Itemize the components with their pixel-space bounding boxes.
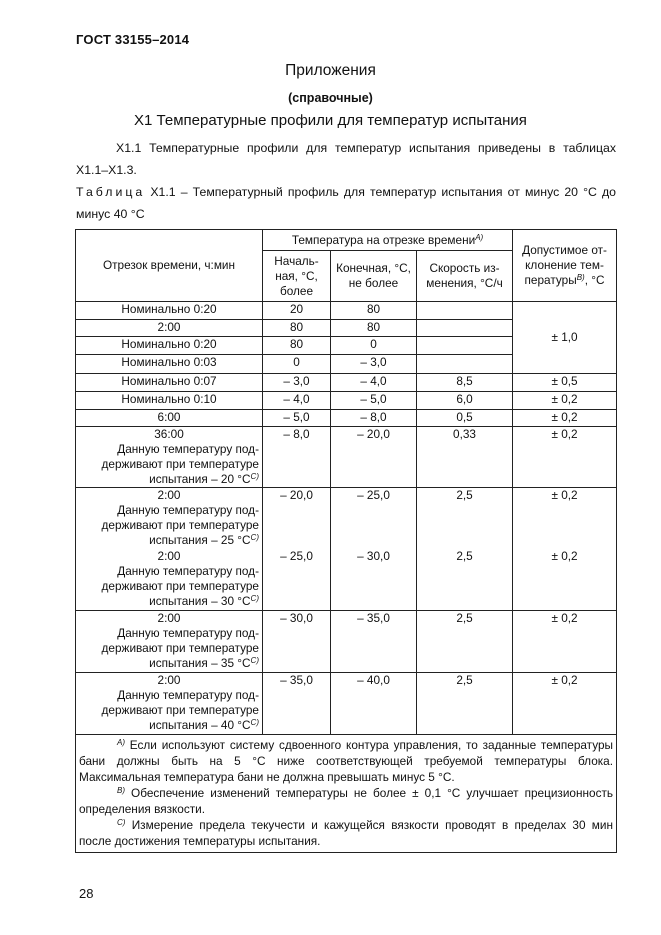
header-temperature-group-label: Температура на отрезке времени: [291, 232, 476, 247]
cell-tolerance: ± 0,2: [513, 611, 617, 673]
cell-final: 0: [331, 337, 417, 355]
cell-segment-long: [76, 427, 263, 488]
cell-tolerance: ± 0,2: [513, 427, 617, 488]
cell-initial: – 30,0: [263, 611, 331, 673]
cell-final: 80: [331, 302, 417, 320]
cell-initial: – 8,0: [263, 427, 331, 488]
cell-tolerance: ± 0,2: [513, 410, 617, 427]
cell-initial: – 25,0: [263, 549, 331, 611]
cell-final: – 40,0: [331, 673, 417, 735]
footnote-c-label: C): [117, 818, 126, 827]
cell-final: – 20,0: [331, 427, 417, 488]
cell-rate: 2,5: [417, 673, 513, 735]
table-row: [76, 392, 617, 410]
cell-initial: – 35,0: [263, 673, 331, 735]
cell-final: – 35,0: [331, 611, 417, 673]
appendix-title: Приложения: [285, 62, 376, 79]
footnote-ref-c: C): [250, 593, 259, 603]
table-notes-row: [76, 735, 617, 853]
cell-tolerance: ± 0,5: [513, 374, 617, 392]
cell-segment: 6:00: [76, 410, 263, 427]
cell-segment: Номинально 0:07: [76, 374, 263, 392]
cell-time: 2:00: [157, 488, 181, 502]
cell-initial: – 20,0: [263, 488, 331, 549]
cell-time: 2:00: [157, 673, 181, 687]
header-tolerance-label: Допустимое от-клонение тем-пературы: [522, 243, 607, 287]
temperature-profile-table: [75, 229, 617, 853]
cell-tolerance: ± 0,2: [513, 549, 617, 611]
cell-initial: – 3,0: [263, 374, 331, 392]
footnote-a: [79, 737, 613, 785]
cell-initial: 0: [263, 355, 331, 374]
table-row: [76, 673, 617, 735]
cell-tolerance: ± 0,2: [513, 673, 617, 735]
table-notes: [76, 735, 617, 853]
footnote-c-text: Измерение предела текучести и кажущейся вязкости проводят в пределах 30 мин после достижения температуры испытания.: [79, 818, 614, 848]
footnote-a-label: A): [117, 738, 125, 747]
cell-initial: – 4,0: [263, 392, 331, 410]
cell-rate: 0,5: [417, 410, 513, 427]
table-caption-prefix: Таблица: [76, 185, 146, 199]
cell-note-text: Данную температуру под-держивают при температуре испытания – 30 °С: [101, 563, 259, 608]
footnote-ref-c: C): [250, 533, 259, 542]
cell-tolerance: ± 0,2: [513, 392, 617, 410]
footnote-b-label: B): [117, 786, 125, 795]
cell-time: 2:00: [157, 611, 181, 625]
page-number: 28: [79, 886, 94, 901]
table-caption: [76, 181, 616, 225]
footnote-b: [79, 785, 613, 817]
cell-tolerance-merged: ± 1,0: [513, 302, 617, 374]
table-row: [76, 611, 617, 673]
cell-final: – 25,0: [331, 488, 417, 549]
table-row: [76, 488, 617, 549]
cell-final: – 3,0: [331, 355, 417, 374]
cell-note-text: Данную температуру под-держивают при температуре испытания – 20 °С: [101, 442, 259, 486]
cell-rate: 0,33: [417, 427, 513, 488]
cell-rate: 8,5: [417, 374, 513, 392]
section-heading: X1 Температурные профили для температур испытания: [134, 112, 527, 129]
cell-segment: Номинально 0:20: [76, 337, 263, 355]
intro-paragraph: X1.1 Температурные профили для температур испытания приведены в таблицах X1.1–X1.3.: [76, 141, 616, 177]
footnote-ref-c: C): [250, 718, 259, 727]
table-caption-text: X1.1 – Температурный профиль для температур испытания от минус 20 °С до минус 40 °С: [76, 185, 616, 221]
cell-note-text: Данную температуру под-держивают при температуре испытания – 25 °С: [101, 503, 259, 547]
cell-rate: [417, 337, 513, 355]
header-final: Конечная, °С, не более: [331, 251, 417, 302]
cell-segment: 2:00: [76, 320, 263, 337]
cell-segment-long: [76, 611, 263, 673]
cell-initial: – 5,0: [263, 410, 331, 427]
cell-rate: 2,5: [417, 549, 513, 611]
cell-rate: 2,5: [417, 611, 513, 673]
cell-segment-long: [76, 673, 263, 735]
table-row: [76, 410, 617, 427]
header-segment: Отрезок времени, ч:мин: [76, 230, 263, 302]
cell-segment-long: [76, 549, 263, 611]
footnote-b-text: Обеспечение изменений температуры не более ± 0,1 °С улучшает прецизионность определения вязкости.: [79, 786, 614, 816]
cell-final: – 5,0: [331, 392, 417, 410]
header-initial: Началь-ная, °С, более: [263, 251, 331, 302]
cell-initial: 80: [263, 337, 331, 355]
cell-rate: 6,0: [417, 392, 513, 410]
footnote-ref-c: C): [250, 656, 259, 665]
header-rate: Скорость из-менения, °С/ч: [417, 251, 513, 302]
cell-segment: Номинально 0:20: [76, 302, 263, 320]
header-tolerance: [513, 230, 617, 302]
standard-number: ГОСТ 33155–2014: [76, 32, 190, 47]
cell-time: 2:00: [157, 548, 181, 563]
cell-final: – 8,0: [331, 410, 417, 427]
table-row: [76, 427, 617, 488]
cell-rate: 2,5: [417, 488, 513, 549]
footnote-ref-b: B): [576, 273, 585, 282]
cell-initial: 80: [263, 320, 331, 337]
footnote-c: [79, 817, 613, 849]
cell-note-text: Данную температуру под-держивают при температуре испытания – 35 °С: [101, 626, 259, 670]
cell-rate: [417, 320, 513, 337]
cell-segment-long: [76, 488, 263, 549]
cell-final: – 30,0: [331, 549, 417, 611]
cell-final: – 4,0: [331, 374, 417, 392]
header-tolerance-unit: , °С: [584, 273, 605, 287]
header-temperature-group: [263, 230, 513, 251]
cell-rate: [417, 302, 513, 320]
footnote-ref-a: A): [475, 232, 484, 242]
cell-tolerance: ± 0,2: [513, 488, 617, 549]
footnote-a-text: Если используют систему сдвоенного контура управления, то заданные температуры бани должны быть на 5 °С ниже соответствующей требуемой температуры блока. Максимальная температура бани не должна превышать минус 5 °С.: [79, 738, 614, 784]
footnote-ref-c: C): [250, 472, 259, 481]
table-row: [76, 549, 617, 611]
cell-initial: 20: [263, 302, 331, 320]
cell-rate: [417, 355, 513, 374]
cell-final: 80: [331, 320, 417, 337]
appendix-subtitle: (справочные): [288, 91, 373, 105]
cell-segment: Номинально 0:03: [76, 355, 263, 374]
cell-time: 36:00: [154, 427, 184, 441]
cell-note-text: Данную температуру под-держивают при температуре испытания – 40 °С: [101, 688, 259, 732]
cell-segment: Номинально 0:10: [76, 392, 263, 410]
table-row: [76, 374, 617, 392]
table-row: [76, 302, 617, 320]
